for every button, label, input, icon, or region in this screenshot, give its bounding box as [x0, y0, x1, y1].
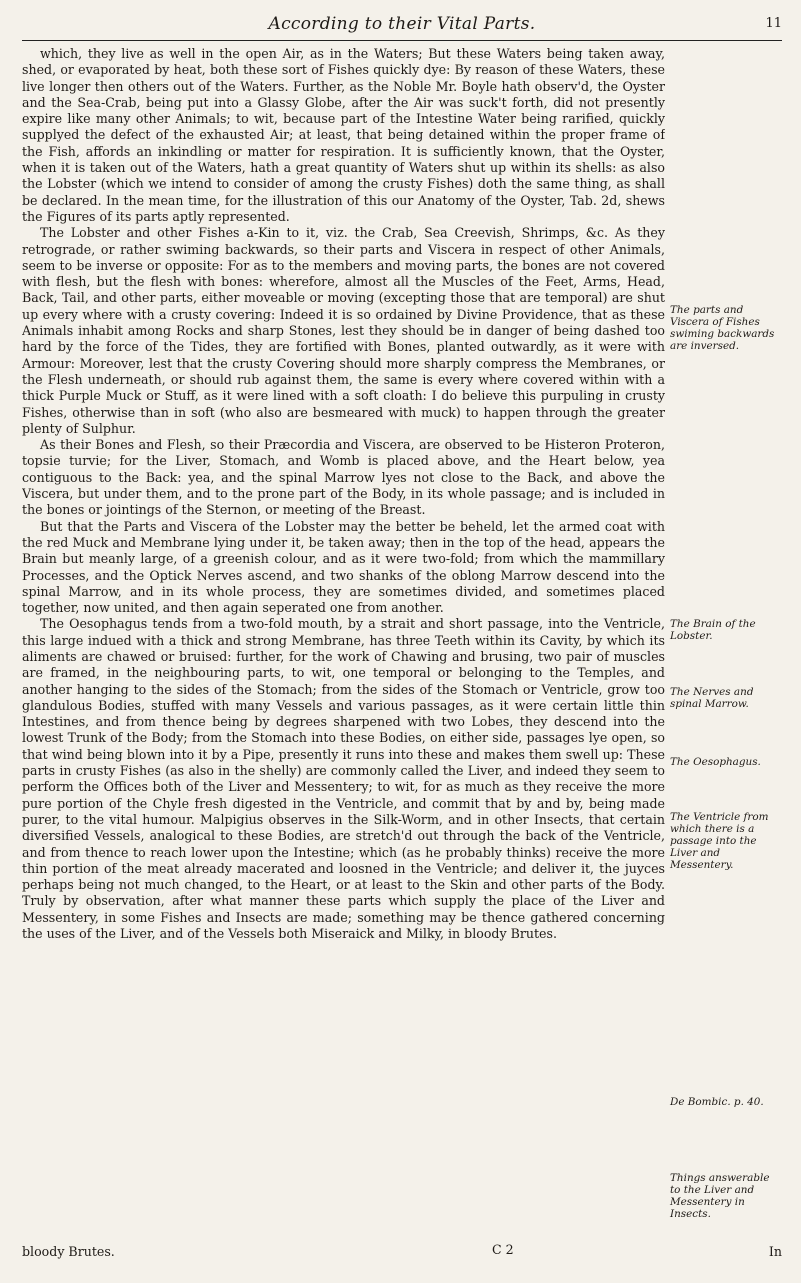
page-header — [22, 6, 782, 41]
margin-note-oesophagus: The Oesophagus. — [670, 756, 761, 768]
margin-note-nerves: The Nerves and spinal Marrow. — [670, 686, 754, 710]
closing-line: bloody Brutes. — [22, 1244, 115, 1259]
page-footer — [22, 1242, 782, 1272]
signature-mark: C 2 — [492, 1242, 514, 1257]
paragraph-oyster: which, they live as well in the open Air, as in the Waters; But these Waters being taken away, shed, or evaporated by heat, both these sort of Fishes quickly dye: By reason of these Waters, these live longer then others out of the Waters. Further, as the Noble Mr. Boyle hath observ'd, the Oyster and the Sea-Crab, being put into a Glassy Globe, after the Air was suck't forth, did not presently expire like many other Animals; to wit, because part of the Intestine Water being rarified, quickly supplyed the defect of the exhausted Air; at least, that being detained within the proper frame of the Fish, affords an inkindling or matter for respiration. It is sufficiently known, that the Oyster, when it is taken out of the Waters, hath a great quantity of Waters shut up within its shells: as also the Lobster (which we intend to consider of among the crusty Fishes) doth the same thing, as shall be declared. In the mean time, for the illustration of this our Anatomy of the Oyster, Tab. 2d, shews the Figures of its parts aptly represented. — [22, 46, 665, 224]
margin-note-inverted-parts: The parts and Viscera of Fishes swiming backwards are inversed. — [670, 304, 775, 352]
margin-note-brain: The Brain of the Lobster. — [670, 618, 756, 642]
paragraph-oesophagus: The Oesophagus tends from a two-fold mouth, by a strait and short passage, into the Ventricle, this large indued with a thick and strong Membrane, has three Teeth within its Cavity, by which its aliments are chawed or bruised: further, for the work of Chawing and brusing, two pair of muscles are framed, in the neighbouring parts, to wit, one temporal or belonging to the Temples, and another hanging to the sides of the Stomach; from the sides of the Stomach or Ventricle, grow too glandulous Bodies, stuffed with many Vessels and various passages, as it were certain little thin Intestines, and from thence being by degrees sharpened with two Lobes, they descend into the lowest Trunk of the Body; from the Stomach into these Bodies, on either side, passages lye open, so that wind being blown into it by a Pipe, presently it runs into these and makes them swell up: These parts in crusty Fishes (as also in the shelly) are commonly called the Liver, and indeed they seem to perform the Offices both of the Liver and Messentery; to wit, for as much as they receive the more pure portion of the Chyle fresh digested in the Ventricle, and commit that by and by, being made purer, to the vital humour. Malpigius observes in the Silk-Worm, and in other Insects, that certain diversified Vessels, analogical to these Bodies, are stretch'd out through the back of the Ventricle, and from thence to reach lower upon the Intestine; which (as he probably thinks) receive the more thin portion of the meat already macerated and loosned in the Ventricle; and deliver it, the juyces perhaps being not much changed, to the Heart, or at least to the Skin and other parts of the Body. Truly by observation, after what manner these parts which supply the place of the Liver and Messentery, in some Fishes and Insects are made; something may be thence gathered concerning the uses of the Liver, and of the Vessels both Miseraick and Milky, in bloody Brutes. — [22, 616, 665, 942]
margin-note-de-bombic: De Bombic. p. 40. — [670, 1096, 764, 1108]
margin-note-ventricle: The Ventricle from which there is a passage into the Liver and Messentery. — [670, 811, 769, 871]
catchword: In — [768, 1244, 782, 1259]
running-title: According to their Vital Parts. — [268, 14, 536, 34]
margin-note-insects: Things answerable to the Liver and Messentery in Insects. — [670, 1172, 770, 1220]
main-text-column — [22, 46, 665, 1236]
paragraph-lobster: The Lobster and other Fishes a-Kin to it, viz. the Crab, Sea Creevish, Shrimps, &c. As they retrograde, or rather swiming backwards, so their parts and Viscera in respect of other Animals, seem to be inverse or opposite: For as to the members and moving parts, the bones are not covered with flesh, but the flesh with bones: wherefore, almost all the Muscles of the Feet, Arms, Head, Back, Tail, and other parts, either moveable or moving (excepting those that are temporal) are shut up every where with a crusty covering: Indeed it is so ordained by Divine Providence, that as these Animals inhabit among Rocks and sharp Stones, lest they should be in danger of being dashed too hard by the force of the Tides, they are fortified with Bones, planted outwardly, as it were with Armour: Moreover, lest that the crusty Covering should more sharply compress the Membranes, or the Flesh underneath, or should rub against them, the same is every where covered within with a thick Purple Muck or Stuff, as it were lined with a soft cloath: I do believe this purpuling in crusty Fishes, otherwise than in soft (who also are besmeared with muck) to happen through the greater plenty of Sulphur. — [22, 225, 665, 436]
page-number: 11 — [765, 16, 782, 31]
margin-notes-column — [670, 46, 782, 1236]
paragraph-brain: But that the Parts and Viscera of the Lobster may the better be beheld, let the armed coat with the red Muck and Membrane lying under it, be taken away; then in the top of the head, appears the Brain but meanly large, of a greenish colour, and as it were two-fold; from which the mammillary Processes, and the Optick Nerves ascend, and two shanks of the oblong Marrow descend into the spinal Marrow, and in its whole process, they are sometimes divided, and sometimes placed together, now united, and then again seperated one from another. — [22, 518, 665, 616]
paragraph-inverted-viscera: As their Bones and Flesh, so their Præcordia and Viscera, are observed to be Histeron Proteron, topsie turvie; for the Liver, Stomach, and Womb is placed above, and the Heart below, yea contiguous to the Back: yea, and the spinal Marrow lyes not close to the Back, and above the Viscera, but under them, and to the prone part of the Body, in its whole passage; and is included in the bones or jointings of the Sternon, or meeting of the Breast. — [22, 437, 665, 518]
